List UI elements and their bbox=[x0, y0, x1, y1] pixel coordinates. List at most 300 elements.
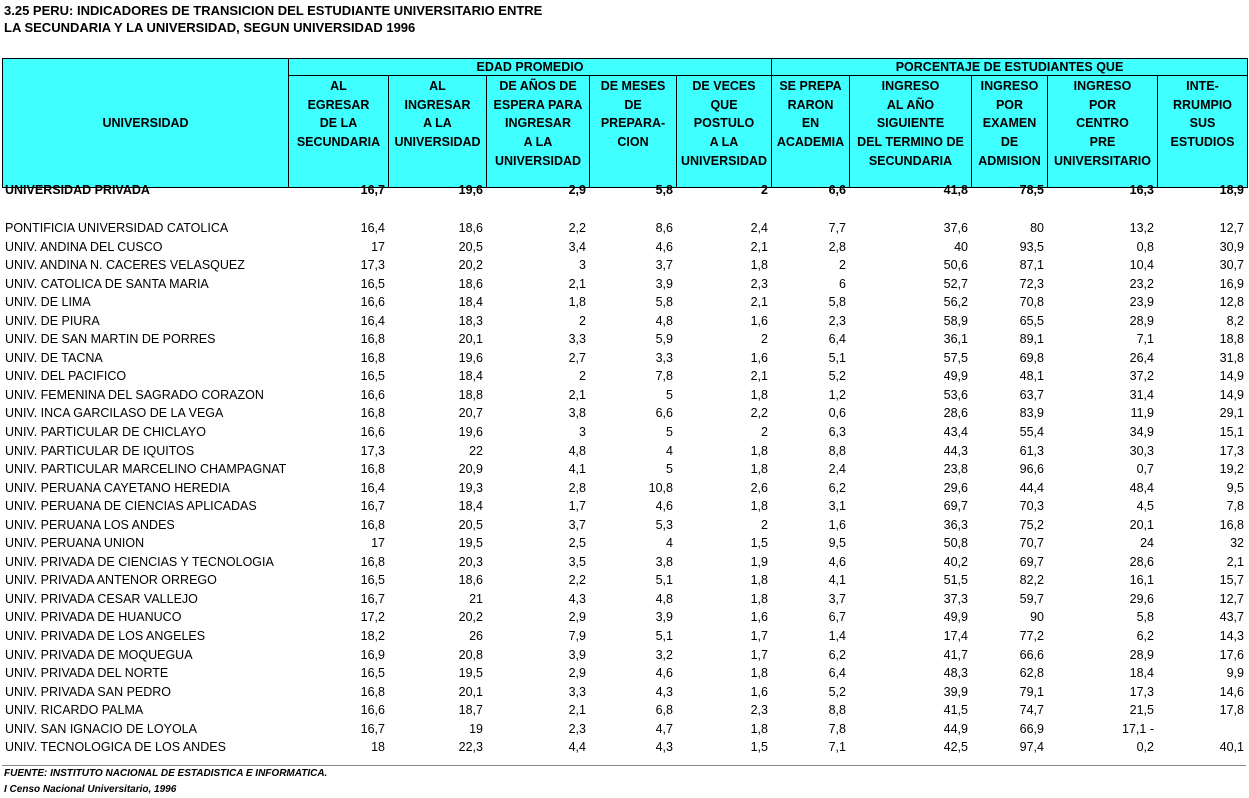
table-header bbox=[2, 58, 1248, 188]
header-universidad: UNIVERSIDAD bbox=[3, 59, 289, 188]
university-name: UNIV. ANDINA DEL CUSCO bbox=[5, 239, 163, 254]
column-header-line: ADMISION bbox=[978, 153, 1041, 168]
value-cell: 55,4 bbox=[1019, 425, 1044, 440]
value-cell: 40,1 bbox=[1219, 740, 1244, 755]
value-cell: 16,8 bbox=[360, 462, 385, 477]
value-cell: 49,9 bbox=[943, 610, 968, 625]
value-cell: 4,8 bbox=[568, 443, 586, 458]
university-name: UNIV. PRIVADA DE CIENCIAS Y TECNOLOGIA bbox=[5, 554, 274, 569]
value-cell: 18,8 bbox=[458, 387, 483, 402]
spacer-row bbox=[2, 205, 1247, 219]
value-cell: 16,7 bbox=[360, 721, 385, 736]
value-cell: 18,6 bbox=[458, 573, 483, 588]
value-cell: 50,6 bbox=[943, 258, 968, 273]
value-cell: 1,6 bbox=[750, 610, 768, 625]
column-header bbox=[1048, 76, 1158, 188]
value-cell: 3,9 bbox=[655, 610, 673, 625]
column-header-line: INTE- bbox=[1186, 79, 1219, 93]
value-cell: 6,6 bbox=[828, 183, 846, 197]
university-name: UNIV. INCA GARCILASO DE LA VEGA bbox=[5, 406, 224, 421]
value-cell: 16,8 bbox=[360, 332, 385, 347]
university-name: UNIV. PRIVADA DE LOS ANGELES bbox=[5, 629, 206, 644]
university-name: UNIV. FEMENINA DEL SAGRADO CORAZON bbox=[5, 387, 264, 402]
value-cell: 18,7 bbox=[458, 703, 483, 718]
value-cell: 16,4 bbox=[360, 480, 385, 495]
value-cell: 6,8 bbox=[655, 703, 673, 718]
column-header-line: DE bbox=[624, 97, 642, 112]
value-cell: 5,8 bbox=[655, 295, 673, 310]
value-cell: 18,6 bbox=[458, 276, 483, 291]
value-cell: 2,1 bbox=[750, 369, 768, 384]
table-row bbox=[2, 349, 1247, 368]
table-row bbox=[2, 646, 1247, 665]
value-cell: 15,1 bbox=[1219, 425, 1244, 440]
value-cell: 1,6 bbox=[750, 313, 768, 328]
value-cell: 2,9 bbox=[568, 183, 586, 197]
table-row bbox=[2, 219, 1247, 238]
value-cell: 2,6 bbox=[750, 480, 768, 495]
value-cell: 3 bbox=[579, 425, 586, 440]
column-header-line: EGRESAR bbox=[307, 97, 370, 112]
value-cell: 2,7 bbox=[568, 350, 586, 365]
value-cell: 52,7 bbox=[943, 276, 968, 291]
table-row bbox=[2, 460, 1247, 479]
value-cell: 5,8 bbox=[655, 183, 673, 197]
value-cell: 72,3 bbox=[1019, 276, 1044, 291]
value-cell: 8,2 bbox=[1226, 313, 1244, 328]
value-cell: 16,5 bbox=[360, 573, 385, 588]
value-cell: 3,9 bbox=[568, 647, 586, 662]
value-cell: 16,5 bbox=[360, 369, 385, 384]
value-cell: 2,1 bbox=[568, 276, 586, 291]
value-cell: 17,3 bbox=[1219, 443, 1244, 458]
value-cell: 10,8 bbox=[648, 480, 673, 495]
column-header bbox=[772, 76, 850, 188]
value-cell: 48,1 bbox=[1019, 369, 1044, 384]
column-header-line: ACADEMIA bbox=[776, 135, 845, 150]
value-cell: 24 bbox=[1140, 536, 1154, 551]
column-header-line: POSTULO bbox=[693, 116, 755, 131]
column-header-line: POR bbox=[995, 97, 1024, 112]
data-table bbox=[2, 175, 1247, 757]
value-cell: 6,2 bbox=[1136, 629, 1154, 644]
column-header-line: EXAMEN bbox=[982, 116, 1037, 131]
value-cell: 61,3 bbox=[1019, 443, 1044, 458]
value-cell: 41,5 bbox=[943, 703, 968, 718]
value-cell: 29,6 bbox=[943, 480, 968, 495]
value-cell: 6 bbox=[839, 276, 846, 291]
university-name: UNIV. DE SAN MARTIN DE PORRES bbox=[5, 332, 216, 347]
value-cell: 17,3 bbox=[360, 443, 385, 458]
value-cell: 2,3 bbox=[750, 276, 768, 291]
source-line-2: I Censo Nacional Universitario, 1996 bbox=[4, 784, 177, 795]
value-cell bbox=[1157, 720, 1247, 739]
column-header-line: CION bbox=[617, 135, 649, 150]
column-header-line: DE AÑOS DE bbox=[499, 79, 577, 93]
value-cell: 3 bbox=[579, 258, 586, 273]
value-cell: 4,6 bbox=[655, 666, 673, 681]
value-cell: 1,8 bbox=[750, 387, 768, 402]
value-cell: 16,4 bbox=[360, 221, 385, 235]
value-cell: 5,1 bbox=[655, 573, 673, 588]
value-cell: 97,4 bbox=[1019, 740, 1044, 755]
table-title-line-1: 3.25 PERU: INDICADORES DE TRANSICION DEL ESTUDIANTE UNIVERSITARIO ENTRE bbox=[4, 3, 543, 18]
value-cell: 28,6 bbox=[943, 406, 968, 421]
value-cell: 0,8 bbox=[1136, 239, 1154, 254]
value-cell: 53,6 bbox=[943, 387, 968, 402]
value-cell: 3,5 bbox=[568, 554, 586, 569]
table-row bbox=[2, 367, 1247, 386]
university-name: UNIV. PRIVADA DE MOQUEGUA bbox=[5, 647, 193, 662]
column-header bbox=[677, 76, 772, 188]
value-cell: 1,5 bbox=[750, 536, 768, 551]
table-row bbox=[2, 404, 1247, 423]
value-cell: 70,8 bbox=[1019, 295, 1044, 310]
value-cell: 19,5 bbox=[458, 536, 483, 551]
university-name: PONTIFICIA UNIVERSIDAD CATOLICA bbox=[5, 221, 229, 235]
value-cell: 3,7 bbox=[568, 517, 586, 532]
value-cell: 48,3 bbox=[943, 666, 968, 681]
value-cell: 2,2 bbox=[568, 221, 586, 235]
value-cell: 3,8 bbox=[655, 554, 673, 569]
value-cell: 78,5 bbox=[1019, 183, 1044, 197]
value-cell: 16,8 bbox=[1219, 517, 1244, 532]
value-cell: 2,9 bbox=[568, 666, 586, 681]
value-cell: 41,8 bbox=[943, 183, 968, 197]
value-cell: 5,1 bbox=[828, 350, 846, 365]
value-cell: 22 bbox=[469, 443, 483, 458]
table-row bbox=[2, 330, 1247, 349]
university-name: UNIV. PRIVADA DE HUANUCO bbox=[5, 610, 182, 625]
value-cell: 6,6 bbox=[655, 406, 673, 421]
column-header-line: UNIVERSITARIO bbox=[1054, 153, 1151, 168]
value-cell: 20,1 bbox=[458, 684, 483, 699]
value-cell: 37,2 bbox=[1129, 369, 1154, 384]
value-cell: 5,2 bbox=[828, 684, 846, 699]
value-cell: 17,3 bbox=[1129, 684, 1154, 699]
value-cell: 0,7 bbox=[1136, 462, 1154, 477]
column-header bbox=[972, 76, 1048, 188]
value-cell: 15,7 bbox=[1219, 573, 1244, 588]
university-name: UNIV. PARTICULAR MARCELINO CHAMPAGNAT bbox=[5, 462, 287, 477]
value-cell: 22,3 bbox=[458, 740, 483, 755]
value-cell: 7,8 bbox=[655, 369, 673, 384]
value-cell: 3,3 bbox=[655, 350, 673, 365]
header-group-porcentaje: PORCENTAJE DE ESTUDIANTES QUE bbox=[772, 59, 1248, 76]
value-cell: 2,1 bbox=[750, 295, 768, 310]
value-cell: 16,4 bbox=[360, 313, 385, 328]
source-line-1: FUENTE: INSTITUTO NACIONAL DE ESTADISTICA E INFORMATICA. bbox=[4, 768, 328, 779]
value-cell: 21,5 bbox=[1129, 703, 1154, 718]
value-cell: 4,8 bbox=[655, 591, 673, 606]
value-cell: 1,8 bbox=[568, 295, 586, 310]
value-cell: 20,5 bbox=[458, 239, 483, 254]
value-cell: 7,1 bbox=[1136, 332, 1154, 347]
value-cell: 18,4 bbox=[458, 499, 483, 514]
value-cell: 42,5 bbox=[943, 740, 968, 755]
value-cell: 29,6 bbox=[1129, 591, 1154, 606]
footer-divider bbox=[2, 765, 1246, 766]
value-cell: 18,4 bbox=[458, 369, 483, 384]
column-header-line: UNIVERSIDAD bbox=[680, 153, 768, 168]
column-header-line: INGRESO bbox=[1073, 79, 1132, 93]
value-cell: 0,6 bbox=[828, 406, 846, 421]
value-cell: 19,2 bbox=[1219, 462, 1244, 477]
university-name: UNIV. PERUANA LOS ANDES bbox=[5, 517, 175, 532]
value-cell: 1,8 bbox=[750, 462, 768, 477]
value-cell: 16,8 bbox=[360, 350, 385, 365]
value-cell: 19,6 bbox=[458, 350, 483, 365]
value-cell: 20,7 bbox=[458, 406, 483, 421]
column-header bbox=[590, 76, 677, 188]
value-cell: 5 bbox=[666, 387, 673, 402]
table-row bbox=[2, 590, 1247, 609]
table-row bbox=[2, 386, 1247, 405]
value-cell: 2,4 bbox=[828, 462, 846, 477]
value-cell: 19 bbox=[469, 721, 483, 736]
table-row bbox=[2, 683, 1247, 702]
value-cell: 37,3 bbox=[943, 591, 968, 606]
value-cell: 1,6 bbox=[750, 684, 768, 699]
value-cell: 4,6 bbox=[828, 554, 846, 569]
value-cell: 16,7 bbox=[360, 499, 385, 514]
value-cell: 11,9 bbox=[1130, 406, 1154, 421]
value-cell: 56,2 bbox=[943, 295, 968, 310]
value-cell: 6,4 bbox=[828, 666, 846, 681]
value-cell: 2 bbox=[761, 425, 768, 440]
table-row bbox=[2, 701, 1247, 720]
value-cell: 1,2 bbox=[828, 387, 846, 402]
table-row bbox=[2, 479, 1247, 498]
value-cell: 14,6 bbox=[1219, 684, 1244, 699]
university-name: UNIV. DE TACNA bbox=[5, 350, 103, 365]
value-cell: 2,8 bbox=[828, 239, 846, 254]
value-cell: 1,9 bbox=[750, 554, 768, 569]
value-cell: 62,8 bbox=[1019, 666, 1044, 681]
value-cell: 5 bbox=[666, 425, 673, 440]
value-cell: 3,1 bbox=[828, 499, 846, 514]
column-header-line: UNIVERSIDAD bbox=[394, 135, 481, 150]
value-cell: 16,7 bbox=[360, 591, 385, 606]
value-cell: 2 bbox=[579, 313, 586, 328]
university-name: UNIV. PRIVADA SAN PEDRO bbox=[5, 684, 172, 699]
value-cell: 87,1 bbox=[1019, 258, 1044, 273]
university-name: UNIV. CATOLICA DE SANTA MARIA bbox=[5, 276, 209, 291]
column-header-line: POR bbox=[1088, 97, 1117, 112]
header-group-edad-promedio: EDAD PROMEDIO bbox=[289, 59, 772, 76]
column-header-line: DE LA bbox=[319, 116, 358, 131]
value-cell: 66,9 bbox=[1019, 721, 1044, 736]
table-row bbox=[2, 275, 1247, 294]
value-cell: 2,3 bbox=[568, 721, 586, 736]
value-cell: 3,8 bbox=[568, 406, 586, 421]
value-cell: 1,8 bbox=[750, 591, 768, 606]
value-cell: 2,2 bbox=[750, 406, 768, 421]
value-cell: 36,1 bbox=[943, 332, 968, 347]
table-row bbox=[2, 553, 1247, 572]
value-cell: 93,5 bbox=[1019, 239, 1044, 254]
value-cell: 28,6 bbox=[1129, 554, 1154, 569]
table-row bbox=[2, 312, 1247, 331]
value-cell: 5,8 bbox=[1136, 610, 1154, 625]
value-cell: 69,8 bbox=[1019, 350, 1044, 365]
column-header-line: SIGUIENTE bbox=[876, 116, 945, 131]
value-cell: 5,3 bbox=[655, 517, 673, 532]
spacer-cell bbox=[2, 205, 1247, 219]
value-cell: 8,6 bbox=[655, 221, 673, 235]
value-cell: 20,9 bbox=[458, 462, 483, 477]
value-cell: 5,1 bbox=[655, 629, 673, 644]
column-header-line: AL bbox=[330, 79, 347, 93]
value-cell: 2 bbox=[761, 332, 768, 347]
value-cell: 14,9 bbox=[1219, 387, 1244, 402]
value-cell: 17 bbox=[371, 536, 385, 551]
column-header-line: AL AÑO bbox=[886, 97, 935, 112]
value-cell: 58,9 bbox=[943, 313, 968, 328]
value-cell: 9,5 bbox=[828, 536, 846, 551]
value-cell: 8,8 bbox=[828, 703, 846, 718]
column-header bbox=[389, 76, 487, 188]
value-cell: 39,9 bbox=[943, 684, 968, 699]
table-row bbox=[2, 608, 1247, 627]
value-cell: 23,9 bbox=[1129, 295, 1154, 310]
column-header-line: A LA bbox=[709, 135, 739, 150]
value-cell: 75,2 bbox=[1019, 517, 1044, 532]
university-name: UNIV. PRIVADA DEL NORTE bbox=[5, 666, 169, 681]
value-cell: 18,9 bbox=[1219, 183, 1244, 197]
value-cell: 5,9 bbox=[655, 332, 673, 347]
value-cell: 1,8 bbox=[750, 573, 768, 588]
column-header-line: DE MESES bbox=[600, 79, 666, 93]
column-header-line: PRE bbox=[1089, 135, 1116, 150]
value-cell: 20,2 bbox=[458, 258, 483, 273]
value-cell: 16,8 bbox=[360, 684, 385, 699]
table-row bbox=[2, 627, 1247, 646]
value-cell: 4,8 bbox=[655, 313, 673, 328]
table-row bbox=[2, 497, 1247, 516]
value-cell: 41,7 bbox=[943, 647, 968, 662]
value-cell: 18,3 bbox=[458, 313, 483, 328]
value-cell: 43,4 bbox=[943, 425, 968, 440]
table-title-line-2: LA SECUNDARIA Y LA UNIVERSIDAD, SEGUN UNIVERSIDAD 1996 bbox=[4, 20, 416, 35]
value-cell: 20,2 bbox=[458, 610, 483, 625]
column-header-line: DEL TERMINO DE bbox=[857, 135, 964, 150]
university-name: UNIV. PERUANA CAYETANO HEREDIA bbox=[5, 480, 230, 495]
value-cell: 2 bbox=[839, 258, 846, 273]
value-cell: 44,4 bbox=[1019, 480, 1044, 495]
value-cell: 17 bbox=[371, 239, 385, 254]
value-cell: 7,8 bbox=[1226, 499, 1244, 514]
value-cell: 9,5 bbox=[1226, 480, 1244, 495]
value-cell: 2,1 bbox=[1226, 554, 1244, 569]
university-name: UNIV. PARTICULAR DE IQUITOS bbox=[5, 443, 195, 458]
value-cell: 3,3 bbox=[568, 332, 586, 347]
value-cell: 4,3 bbox=[655, 740, 673, 755]
value-cell: 70,7 bbox=[1019, 536, 1044, 551]
value-cell: 2 bbox=[761, 517, 768, 532]
value-cell: 16,5 bbox=[360, 276, 385, 291]
column-header bbox=[487, 76, 590, 188]
value-cell: 1,7 bbox=[568, 499, 586, 514]
value-cell: 19,6 bbox=[458, 183, 483, 197]
column-header-line: CENTRO bbox=[1076, 116, 1129, 131]
university-name: UNIV. PERUANA UNION bbox=[5, 536, 145, 551]
value-cell: 48,4 bbox=[1129, 480, 1154, 495]
value-cell: 2,9 bbox=[568, 610, 586, 625]
value-cell: 57,5 bbox=[943, 350, 968, 365]
value-cell: 16,9 bbox=[1219, 276, 1244, 291]
value-cell: 51,5 bbox=[943, 573, 968, 588]
value-cell: 44,3 bbox=[943, 443, 968, 458]
table-row bbox=[2, 664, 1247, 683]
value-cell: 4 bbox=[666, 443, 673, 458]
value-cell: 23,8 bbox=[943, 462, 968, 477]
value-cell: 30,9 bbox=[1219, 239, 1244, 254]
column-header-line: INGRESAR bbox=[404, 97, 471, 112]
value-cell: 17,6 bbox=[1219, 647, 1244, 662]
column-header-line: INGRESO bbox=[881, 79, 940, 93]
value-cell: 1,7 bbox=[750, 647, 768, 662]
value-cell: 16,1 bbox=[1129, 573, 1154, 588]
value-cell: 82,2 bbox=[1019, 573, 1044, 588]
value-cell: 10,4 bbox=[1129, 258, 1154, 273]
value-cell: 28,9 bbox=[1129, 647, 1154, 662]
value-cell: 30,3 bbox=[1129, 443, 1154, 458]
value-cell: 90 bbox=[1030, 610, 1044, 625]
university-name: UNIV. PARTICULAR DE CHICLAYO bbox=[5, 425, 206, 440]
value-cell: 6,4 bbox=[828, 332, 846, 347]
table-row bbox=[2, 571, 1247, 590]
value-cell: 7,7 bbox=[828, 221, 846, 235]
value-cell: 4,1 bbox=[828, 573, 846, 588]
value-cell: 70,3 bbox=[1019, 499, 1044, 514]
value-cell: 2 bbox=[579, 369, 586, 384]
value-cell: 40 bbox=[954, 239, 968, 254]
value-cell: 7,9 bbox=[568, 629, 586, 644]
value-cell: 12,7 bbox=[1219, 221, 1244, 235]
value-cell: 31,8 bbox=[1219, 350, 1244, 365]
value-cell: 21 bbox=[469, 591, 483, 606]
value-cell: 14,9 bbox=[1219, 369, 1244, 384]
university-name: UNIVERSIDAD PRIVADA bbox=[5, 183, 150, 197]
value-cell: 80 bbox=[1030, 221, 1044, 235]
value-cell: 16,8 bbox=[360, 406, 385, 421]
value-cell: 16,8 bbox=[360, 554, 385, 569]
value-cell: 17,8 bbox=[1219, 703, 1244, 718]
value-cell: 2 bbox=[761, 183, 768, 197]
university-name: UNIV. ANDINA N. CACERES VELASQUEZ bbox=[5, 258, 245, 273]
value-cell: 12,8 bbox=[1219, 295, 1244, 310]
value-cell: 16,3 bbox=[1129, 183, 1154, 197]
value-cell: 9,9 bbox=[1226, 666, 1244, 681]
university-name: UNIV. DE PIURA bbox=[5, 313, 100, 328]
column-header-line: SUS bbox=[1189, 116, 1216, 131]
total-row bbox=[2, 175, 1247, 205]
value-cell: 17,2 bbox=[360, 610, 385, 625]
value-cell: 16,6 bbox=[360, 387, 385, 402]
column-header-line: UNIVERSIDAD bbox=[494, 153, 582, 168]
table-row bbox=[2, 720, 1247, 739]
value-cell: 20,1 bbox=[458, 332, 483, 347]
value-cell: 16,7 bbox=[360, 183, 385, 197]
value-cell: 18,8 bbox=[1219, 332, 1244, 347]
column-header-line: RRUMPIO bbox=[1172, 97, 1233, 112]
value-cell: 7,8 bbox=[828, 721, 846, 736]
table-row bbox=[2, 423, 1247, 442]
value-cell: 2,5 bbox=[568, 536, 586, 551]
value-cell: 49,9 bbox=[943, 369, 968, 384]
university-name: UNIV. DE LIMA bbox=[5, 295, 91, 310]
